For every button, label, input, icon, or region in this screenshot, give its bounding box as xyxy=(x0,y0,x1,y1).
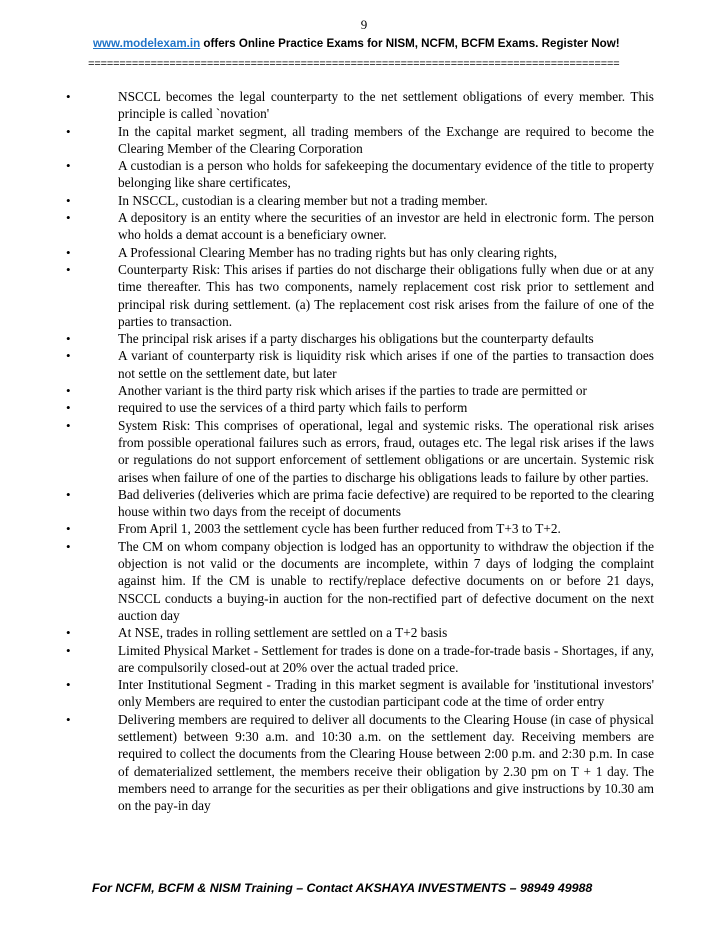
list-item xyxy=(0,520,728,537)
bullet-icon: • xyxy=(66,642,71,658)
bullet-icon: • xyxy=(66,331,71,347)
list-item xyxy=(0,399,728,416)
list-item xyxy=(0,88,728,123)
list-item xyxy=(0,192,728,209)
bullet-icon: • xyxy=(66,711,71,727)
list-item-text: From April 1, 2003 the settlement cycle has been further reduced from T+3 to T+2. xyxy=(118,521,561,537)
website-link[interactable]: www.modelexam.in xyxy=(93,37,201,50)
list-item xyxy=(0,330,728,347)
footer-text: For NCFM, BCFM & NISM Training – Contact AKSHAYA INVESTMENTS – 98949 49988 xyxy=(92,881,593,895)
separator-line: ===================================================================================== xyxy=(88,59,620,71)
bullet-icon: • xyxy=(66,158,71,174)
list-item-text: A custodian is a person who holds for safekeeping the documentary evidence of the title to property belonging like share certificates, xyxy=(118,158,654,191)
bullet-icon: • xyxy=(66,348,71,364)
list-item-text: Another variant is the third party risk which arises if the parties to trade are permitted or xyxy=(118,383,587,399)
list-item-text: A Professional Clearing Member has no trading rights but has only clearing rights, xyxy=(118,244,558,260)
bullet-list xyxy=(0,88,728,814)
list-item-text: required to use the services of a third party which fails to perform xyxy=(118,400,468,416)
bullet-icon: • xyxy=(66,538,71,554)
bullet-icon: • xyxy=(66,210,71,226)
list-item-text: Inter Institutional Segment - Trading in this market segment is available for 'institutional investors' only Members are required to enter the custodian participant code at the time of order entry xyxy=(118,677,654,710)
list-item-text: In the capital market segment, all trading members of the Exchange are required to become the Clearing Member of the Clearing Corporation xyxy=(118,123,654,156)
header-text: offers Online Practice Exams for NISM, NCFM, BCFM Exams. Register Now! xyxy=(200,37,620,50)
header-banner xyxy=(93,37,663,50)
list-item xyxy=(0,538,728,624)
list-item xyxy=(0,157,728,192)
bullet-icon: • xyxy=(66,89,71,104)
list-item xyxy=(0,382,728,399)
list-item-text: Counterparty Risk: This arises if parties do not discharge their obligations fully when due or at any time thereafter. This has two components, namely replacement cost risk prior to settlement and principal risk during settlement. (a) The replacement cost risk arises from the failure of one of the parties to transaction. xyxy=(118,261,654,329)
list-item-text: A variant of counterparty risk is liquidity risk which arises if one of the parties to transaction does not settle on the settlement date, but later xyxy=(118,348,654,381)
list-item-text: At NSE, trades in rolling settlement are settled on a T+2 basis xyxy=(118,625,448,641)
list-item xyxy=(0,244,728,261)
list-item-text: In NSCCL, custodian is a clearing member but not a trading member. xyxy=(118,192,488,208)
bullet-icon: • xyxy=(66,417,71,433)
list-item xyxy=(0,347,728,382)
bullet-icon: • xyxy=(66,123,71,139)
bullet-icon: • xyxy=(66,261,71,277)
list-item xyxy=(0,417,728,486)
list-item xyxy=(0,676,728,711)
bullet-icon: • xyxy=(66,486,71,502)
list-item xyxy=(0,123,728,158)
bullet-icon: • xyxy=(66,677,71,693)
list-item xyxy=(0,624,728,641)
list-item xyxy=(0,261,728,330)
bullet-icon: • xyxy=(66,625,71,641)
list-item xyxy=(0,711,728,815)
bullet-icon: • xyxy=(66,400,71,416)
bullet-icon: • xyxy=(66,192,71,208)
list-item xyxy=(0,486,728,521)
list-item xyxy=(0,642,728,677)
list-item-text: NSCCL becomes the legal counterparty to the net settlement obligations of every member. This principle is called `novation' xyxy=(118,89,654,122)
bullet-icon: • xyxy=(66,383,71,399)
list-item-text: The principal risk arises if a party discharges his obligations but the counterparty defaults xyxy=(118,331,594,347)
bullet-icon: • xyxy=(66,521,71,537)
page-number: 9 xyxy=(360,17,368,32)
list-item-text: Bad deliveries (deliveries which are prima facie defective) are required to be reported to the clearing house within two days from the receipt of documents xyxy=(118,486,654,520)
bullet-icon: • xyxy=(66,244,71,260)
list-item-text: A depository is an entity where the securities of an investor are held in electronic form. The person who holds a demat account is a beneficiary owner. xyxy=(118,210,654,243)
list-item-text: Delivering members are required to deliver all documents to the Clearing House (in case of physical settlement) between 9:30 a.m. and 10:30 a.m. on the settlement day. Receiving members are required to collect the documents from the Clearing House between 2:00 p.m. and 2:30 p.m. In case of dematerialized settlement, the members receive their obligation by 2.30 pm on T + 1 day. The members need to arrange for the securities as per their obligations and give instructions by 10.30 am on the pay-in day xyxy=(118,711,654,814)
list-item-text: Limited Physical Market - Settlement for trades is done on a trade-for-trade basis - Shortages, if any, are compulsorily closed-out at 20% over the actual traded price. xyxy=(118,642,654,675)
list-item-text: System Risk: This comprises of operational, legal and systemic risks. The operational risk arises from possible operational failures such as errors, fraud, outages etc. The legal risk arises if the laws or regulations do not support enforcement of settlement obligations or are uncertain. Systemic risk arises when failure of one of the parties to discharge his obligations leads to failure by other parties. xyxy=(118,417,654,485)
list-item-text: The CM on whom company objection is lodged has an opportunity to withdraw the objection if the objection is not valid or the documents are incomplete, within 7 days of lodging the complaint against him. If the CM is unable to rectify/replace defective documents on or before 21 days, NSCCL conducts a buying-in auction for the non-rectified part of defective document on the next auction day xyxy=(118,538,654,623)
list-item xyxy=(0,209,728,244)
